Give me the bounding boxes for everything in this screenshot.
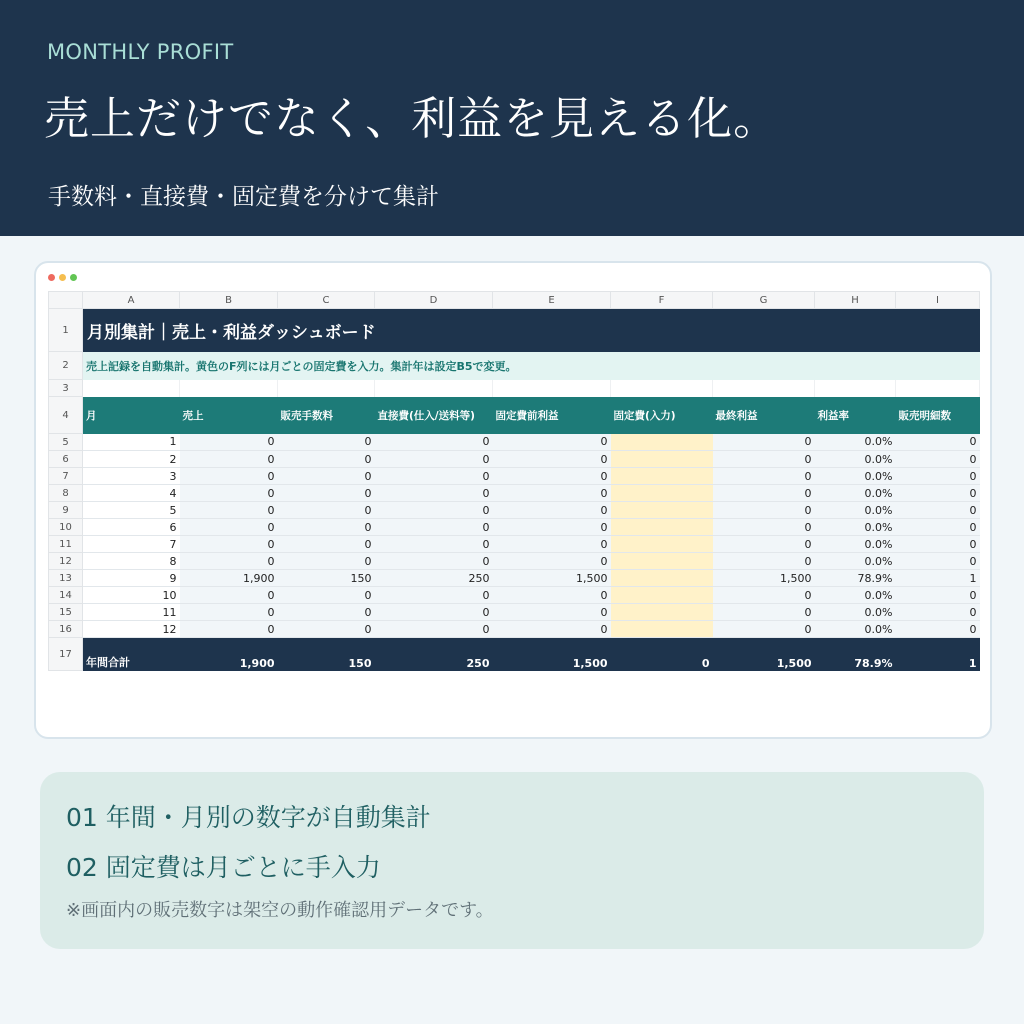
data-cell[interactable]: 0: [180, 502, 278, 519]
data-cell[interactable]: 0: [375, 485, 493, 502]
data-cell[interactable]: 0: [375, 434, 493, 451]
total-cell[interactable]: 年間合計: [83, 638, 180, 671]
hero-banner: [0, 0, 1024, 236]
close-dot-icon[interactable]: [48, 274, 55, 281]
data-cell[interactable]: 0: [713, 451, 815, 468]
data-cell[interactable]: 4: [83, 485, 180, 502]
sheet-row: [49, 502, 980, 519]
data-cell[interactable]: 0: [896, 468, 980, 485]
data-cell[interactable]: 0: [180, 519, 278, 536]
total-cell[interactable]: 0: [611, 638, 713, 671]
data-cell[interactable]: 0: [375, 553, 493, 570]
empty-cell[interactable]: [713, 380, 815, 397]
window-controls: [48, 274, 77, 281]
fixed-cost-input-cell[interactable]: [611, 553, 713, 570]
data-cell[interactable]: 0: [278, 502, 375, 519]
data-cell[interactable]: 12: [83, 621, 180, 638]
data-cell[interactable]: 0: [896, 587, 980, 604]
data-cell[interactable]: 0: [713, 502, 815, 519]
data-cell[interactable]: 0.0%: [815, 468, 896, 485]
fixed-cost-input-cell[interactable]: [611, 519, 713, 536]
total-cell[interactable]: 1,900: [180, 638, 278, 671]
empty-cell[interactable]: [83, 380, 180, 397]
row-number[interactable]: 3: [49, 380, 83, 397]
data-cell[interactable]: 0: [278, 434, 375, 451]
data-cell[interactable]: 1: [896, 570, 980, 587]
data-cell[interactable]: 0: [180, 434, 278, 451]
data-cell[interactable]: 0: [180, 536, 278, 553]
data-cell[interactable]: 0: [896, 502, 980, 519]
data-cell[interactable]: 0: [493, 536, 611, 553]
data-cell[interactable]: 0.0%: [815, 451, 896, 468]
sheet-row: [49, 468, 980, 485]
fixed-cost-input-cell[interactable]: [611, 570, 713, 587]
data-cell[interactable]: 0: [375, 502, 493, 519]
data-cell[interactable]: 0: [493, 604, 611, 621]
data-cell[interactable]: 1: [83, 434, 180, 451]
data-cell[interactable]: 8: [83, 553, 180, 570]
row-number[interactable]: 7: [49, 468, 83, 485]
data-cell[interactable]: 1,900: [180, 570, 278, 587]
data-cell[interactable]: 0: [493, 587, 611, 604]
data-cell[interactable]: 0: [896, 621, 980, 638]
sheet-row: [49, 553, 980, 570]
eyebrow-label: MONTHLY PROFIT: [47, 40, 234, 64]
disclaimer-note: ※画面内の販売数字は架空の動作確認用データです。: [66, 900, 494, 921]
header-cell[interactable]: 固定費前利益: [493, 397, 611, 434]
empty-cell[interactable]: [611, 380, 713, 397]
data-cell[interactable]: 0: [180, 553, 278, 570]
data-cell[interactable]: 0: [180, 587, 278, 604]
data-cell[interactable]: 0: [180, 485, 278, 502]
row-number[interactable]: 10: [49, 519, 83, 536]
sheet-row: [49, 485, 980, 502]
data-cell[interactable]: 0: [375, 519, 493, 536]
data-cell[interactable]: 0: [180, 604, 278, 621]
row-number[interactable]: 13: [49, 570, 83, 587]
row-number[interactable]: 17: [49, 638, 83, 671]
header-cell[interactable]: 売上: [180, 397, 278, 434]
data-cell[interactable]: 0: [375, 587, 493, 604]
row-number[interactable]: 6: [49, 451, 83, 468]
data-cell[interactable]: 0: [493, 485, 611, 502]
data-cell[interactable]: 150: [278, 570, 375, 587]
data-cell[interactable]: 0: [278, 553, 375, 570]
data-cell[interactable]: 0: [278, 451, 375, 468]
data-cell[interactable]: 0: [493, 519, 611, 536]
data-cell[interactable]: 0: [278, 604, 375, 621]
header-cell[interactable]: 月: [83, 397, 180, 434]
sheet-row: [49, 536, 980, 553]
total-cell[interactable]: 250: [375, 638, 493, 671]
column-header[interactable]: E: [493, 292, 611, 309]
empty-cell[interactable]: [815, 380, 896, 397]
column-header[interactable]: H: [815, 292, 896, 309]
data-cell[interactable]: 3: [83, 468, 180, 485]
data-cell[interactable]: 0: [278, 468, 375, 485]
data-cell[interactable]: 0.0%: [815, 434, 896, 451]
spreadsheet-window: [34, 261, 992, 739]
data-cell[interactable]: 0: [493, 553, 611, 570]
row-number[interactable]: 5: [49, 434, 83, 451]
fixed-cost-input-cell[interactable]: [611, 434, 713, 451]
data-cell[interactable]: 0.0%: [815, 553, 896, 570]
data-cell[interactable]: 0: [896, 451, 980, 468]
spreadsheet-grid[interactable]: [48, 291, 980, 671]
sheet-row: [49, 397, 980, 434]
data-cell[interactable]: 0: [278, 519, 375, 536]
column-header-row: [49, 292, 980, 309]
data-cell[interactable]: 2: [83, 451, 180, 468]
data-cell[interactable]: 0: [493, 451, 611, 468]
sheet-row: [49, 638, 980, 671]
total-cell[interactable]: 150: [278, 638, 375, 671]
empty-cell[interactable]: [180, 380, 278, 397]
row-number[interactable]: 9: [49, 502, 83, 519]
data-cell[interactable]: 0.0%: [815, 519, 896, 536]
sheet-row: [49, 587, 980, 604]
data-cell[interactable]: 0: [493, 502, 611, 519]
empty-cell[interactable]: [375, 380, 493, 397]
data-cell[interactable]: 0: [180, 468, 278, 485]
data-cell[interactable]: 0: [896, 485, 980, 502]
data-cell[interactable]: 0: [713, 536, 815, 553]
data-cell[interactable]: 1,500: [713, 570, 815, 587]
total-cell[interactable]: 1,500: [713, 638, 815, 671]
total-cell[interactable]: 78.9%: [815, 638, 896, 671]
minimize-dot-icon[interactable]: [59, 274, 66, 281]
sheet-row: [49, 434, 980, 451]
data-cell[interactable]: 0: [713, 621, 815, 638]
data-cell[interactable]: 0: [278, 587, 375, 604]
data-cell[interactable]: 0.0%: [815, 621, 896, 638]
sheet-row: [49, 604, 980, 621]
feature-item-2: 02 固定費は月ごとに手入力: [66, 853, 381, 882]
column-header[interactable]: I: [896, 292, 980, 309]
empty-cell[interactable]: [896, 380, 980, 397]
sheet-row: [49, 380, 980, 397]
maximize-dot-icon[interactable]: [70, 274, 77, 281]
header-cell[interactable]: 販売手数料: [278, 397, 375, 434]
data-cell[interactable]: 0: [713, 485, 815, 502]
column-header[interactable]: F: [611, 292, 713, 309]
fixed-cost-input-cell[interactable]: [611, 502, 713, 519]
data-cell[interactable]: 0: [896, 536, 980, 553]
header-cell[interactable]: 利益率: [815, 397, 896, 434]
sheet-note[interactable]: 売上記録を自動集計。黄色のF列には月ごとの固定費を入力。集計年は設定B5で変更。: [83, 352, 980, 380]
data-cell[interactable]: 0: [375, 621, 493, 638]
subheadline: 手数料・直接費・固定費を分けて集計: [48, 184, 439, 210]
sheet-row: [49, 570, 980, 587]
headline: 売上だけでなく、利益を見える化。: [44, 92, 780, 145]
data-cell[interactable]: 11: [83, 604, 180, 621]
fixed-cost-input-cell[interactable]: [611, 536, 713, 553]
data-cell[interactable]: 0: [713, 604, 815, 621]
empty-cell[interactable]: [493, 380, 611, 397]
data-cell[interactable]: 0: [180, 451, 278, 468]
header-cell[interactable]: 直接費(仕入/送料等): [375, 397, 493, 434]
data-cell[interactable]: 9: [83, 570, 180, 587]
data-cell[interactable]: 0.0%: [815, 587, 896, 604]
row-number[interactable]: 11: [49, 536, 83, 553]
data-cell[interactable]: 0: [713, 434, 815, 451]
data-cell[interactable]: 0: [896, 553, 980, 570]
data-cell[interactable]: 6: [83, 519, 180, 536]
sheet-row: [49, 352, 980, 380]
data-cell[interactable]: 78.9%: [815, 570, 896, 587]
sheet-title[interactable]: 月別集計｜売上・利益ダッシュボード: [83, 309, 980, 352]
fixed-cost-input-cell[interactable]: [611, 468, 713, 485]
data-cell[interactable]: 5: [83, 502, 180, 519]
column-header[interactable]: C: [278, 292, 375, 309]
fixed-cost-input-cell[interactable]: [611, 587, 713, 604]
data-cell[interactable]: 0: [713, 468, 815, 485]
row-number[interactable]: 15: [49, 604, 83, 621]
row-number[interactable]: 12: [49, 553, 83, 570]
row-number[interactable]: 4: [49, 397, 83, 434]
data-cell[interactable]: 0: [713, 587, 815, 604]
data-cell[interactable]: 0: [278, 621, 375, 638]
row-number[interactable]: 14: [49, 587, 83, 604]
data-cell[interactable]: 0: [896, 604, 980, 621]
header-cell[interactable]: 固定費(入力): [611, 397, 713, 434]
row-number[interactable]: 8: [49, 485, 83, 502]
data-cell[interactable]: 0: [278, 485, 375, 502]
data-cell[interactable]: 0: [713, 553, 815, 570]
total-cell[interactable]: 1: [896, 638, 980, 671]
data-cell[interactable]: 0.0%: [815, 485, 896, 502]
fixed-cost-input-cell[interactable]: [611, 621, 713, 638]
empty-cell[interactable]: [278, 380, 375, 397]
data-cell[interactable]: 10: [83, 587, 180, 604]
column-header[interactable]: D: [375, 292, 493, 309]
data-cell[interactable]: 0: [375, 536, 493, 553]
fixed-cost-input-cell[interactable]: [611, 451, 713, 468]
data-cell[interactable]: 0: [375, 468, 493, 485]
data-cell[interactable]: 0: [375, 604, 493, 621]
row-number[interactable]: 1: [49, 309, 83, 352]
data-cell[interactable]: 0: [493, 468, 611, 485]
total-cell[interactable]: 1,500: [493, 638, 611, 671]
sheet-row: [49, 621, 980, 638]
data-cell[interactable]: 0: [493, 434, 611, 451]
column-header[interactable]: A: [83, 292, 180, 309]
fixed-cost-input-cell[interactable]: [611, 604, 713, 621]
data-cell[interactable]: 0: [896, 434, 980, 451]
data-cell[interactable]: 0: [493, 621, 611, 638]
data-cell[interactable]: 0: [278, 536, 375, 553]
header-cell[interactable]: 販売明細数: [896, 397, 980, 434]
sheet-row: [49, 309, 980, 352]
header-cell[interactable]: 最終利益: [713, 397, 815, 434]
fixed-cost-input-cell[interactable]: [611, 485, 713, 502]
data-cell[interactable]: 0.0%: [815, 536, 896, 553]
row-number[interactable]: 2: [49, 352, 83, 380]
sheet-row: [49, 451, 980, 468]
feature-item-1: 01 年間・月別の数字が自動集計: [66, 803, 431, 832]
data-cell[interactable]: 0.0%: [815, 502, 896, 519]
data-cell[interactable]: 0: [713, 519, 815, 536]
sheet-row: [49, 519, 980, 536]
column-header[interactable]: B: [180, 292, 278, 309]
column-header[interactable]: G: [713, 292, 815, 309]
row-number[interactable]: 16: [49, 621, 83, 638]
data-cell[interactable]: 250: [375, 570, 493, 587]
data-cell[interactable]: 0: [896, 519, 980, 536]
data-cell[interactable]: 0.0%: [815, 604, 896, 621]
data-cell[interactable]: 0: [375, 451, 493, 468]
data-cell[interactable]: 1,500: [493, 570, 611, 587]
select-all-corner[interactable]: [49, 292, 83, 309]
feature-panel: [40, 772, 984, 949]
data-cell[interactable]: 7: [83, 536, 180, 553]
data-cell[interactable]: 0: [180, 621, 278, 638]
